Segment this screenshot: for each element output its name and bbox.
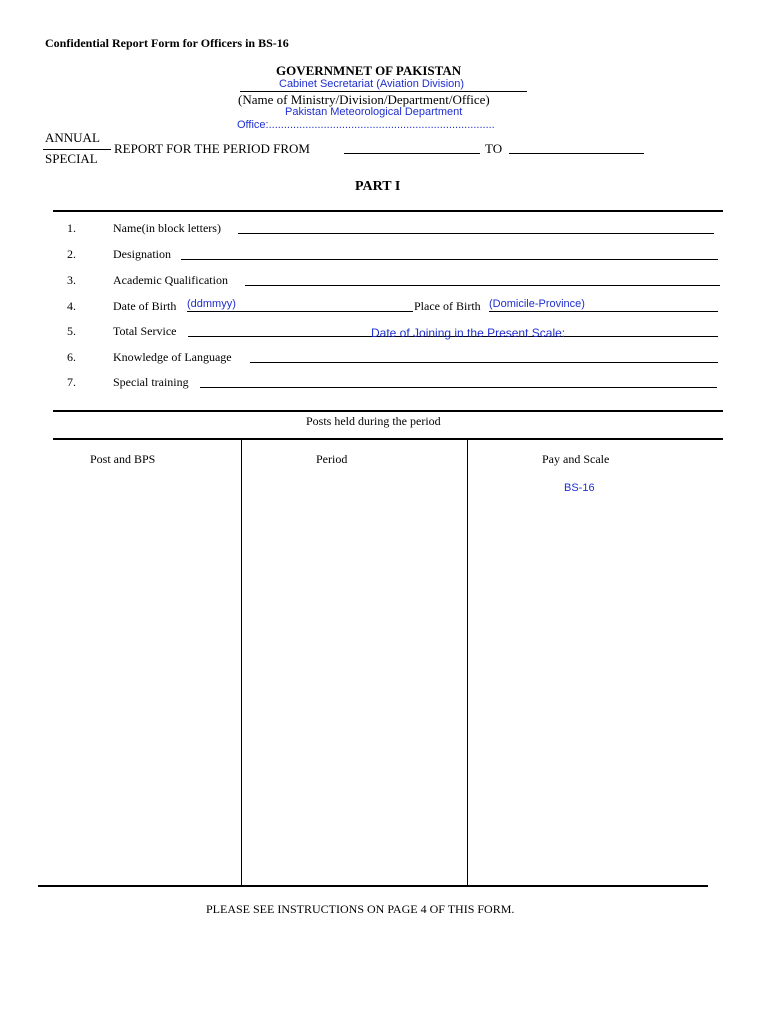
pay-and-scale-header: Pay and Scale <box>542 452 610 466</box>
posts-header-rule <box>53 438 723 440</box>
column-divider <box>467 439 468 886</box>
field-number: 3. <box>67 273 76 287</box>
academic-qualification-field[interactable] <box>245 285 720 286</box>
form-title: Confidential Report Form for Officers in BS-16 <box>45 36 289 50</box>
government-heading: GOVERNMNET OF PAKISTAN <box>276 63 462 78</box>
office-field[interactable]: Office:.......................................................................... <box>237 119 495 131</box>
annual-special-divider <box>43 149 111 150</box>
pay-scale-value[interactable]: BS-16 <box>564 482 595 494</box>
date-of-birth-hint: (ddmmyy) <box>187 298 236 310</box>
posts-top-rule <box>53 410 723 412</box>
posts-heading: Posts held during the period <box>306 414 441 428</box>
name-label: Name(in block letters) <box>113 221 221 235</box>
field-number: 1. <box>67 221 76 235</box>
period-from-label: REPORT FOR THE PERIOD FROM <box>114 141 310 156</box>
field-number: 7. <box>67 375 76 389</box>
department-value[interactable]: Pakistan Meteorological Department <box>285 106 463 118</box>
special-training-field[interactable] <box>200 387 717 388</box>
special-option[interactable]: SPECIAL <box>45 151 98 166</box>
column-divider <box>241 439 242 886</box>
date-of-birth-field[interactable] <box>187 311 413 312</box>
period-to-field[interactable] <box>509 153 644 154</box>
ministry-value[interactable]: Cabinet Secretariat (Aviation Division) <box>279 78 465 90</box>
place-of-birth-label: Place of Birth <box>414 299 481 313</box>
period-to-label: TO <box>485 141 503 156</box>
field-number: 4. <box>67 299 76 313</box>
special-training-label: Special training <box>113 375 189 389</box>
part-top-rule <box>53 210 723 212</box>
knowledge-of-language-label: Knowledge of Language <box>113 350 232 364</box>
annual-option[interactable]: ANNUAL <box>45 130 100 145</box>
period-header: Period <box>316 452 348 466</box>
date-of-joining-hint: Date of Joining in the Present Scale: <box>371 326 566 340</box>
part-title: PART I <box>355 179 401 194</box>
place-of-birth-field[interactable] <box>489 311 718 312</box>
field-number: 6. <box>67 350 76 364</box>
date-of-birth-label: Date of Birth <box>113 299 177 313</box>
instructions-note: PLEASE SEE INSTRUCTIONS ON PAGE 4 OF THIS FORM. <box>206 902 515 916</box>
designation-label: Designation <box>113 247 171 261</box>
post-and-bps-header: Post and BPS <box>90 452 156 466</box>
field-number: 5. <box>67 324 76 338</box>
total-service-label: Total Service <box>113 324 177 338</box>
knowledge-of-language-field[interactable] <box>250 362 718 363</box>
academic-qualification-label: Academic Qualification <box>113 273 228 287</box>
ministry-caption: (Name of Ministry/Division/Department/Office) <box>238 92 490 107</box>
place-of-birth-hint: (Domicile-Province) <box>489 298 585 310</box>
period-from-field[interactable] <box>344 153 480 154</box>
name-field[interactable] <box>238 233 714 234</box>
posts-bottom-rule <box>38 885 708 887</box>
field-number: 2. <box>67 247 76 261</box>
designation-field[interactable] <box>181 259 718 260</box>
